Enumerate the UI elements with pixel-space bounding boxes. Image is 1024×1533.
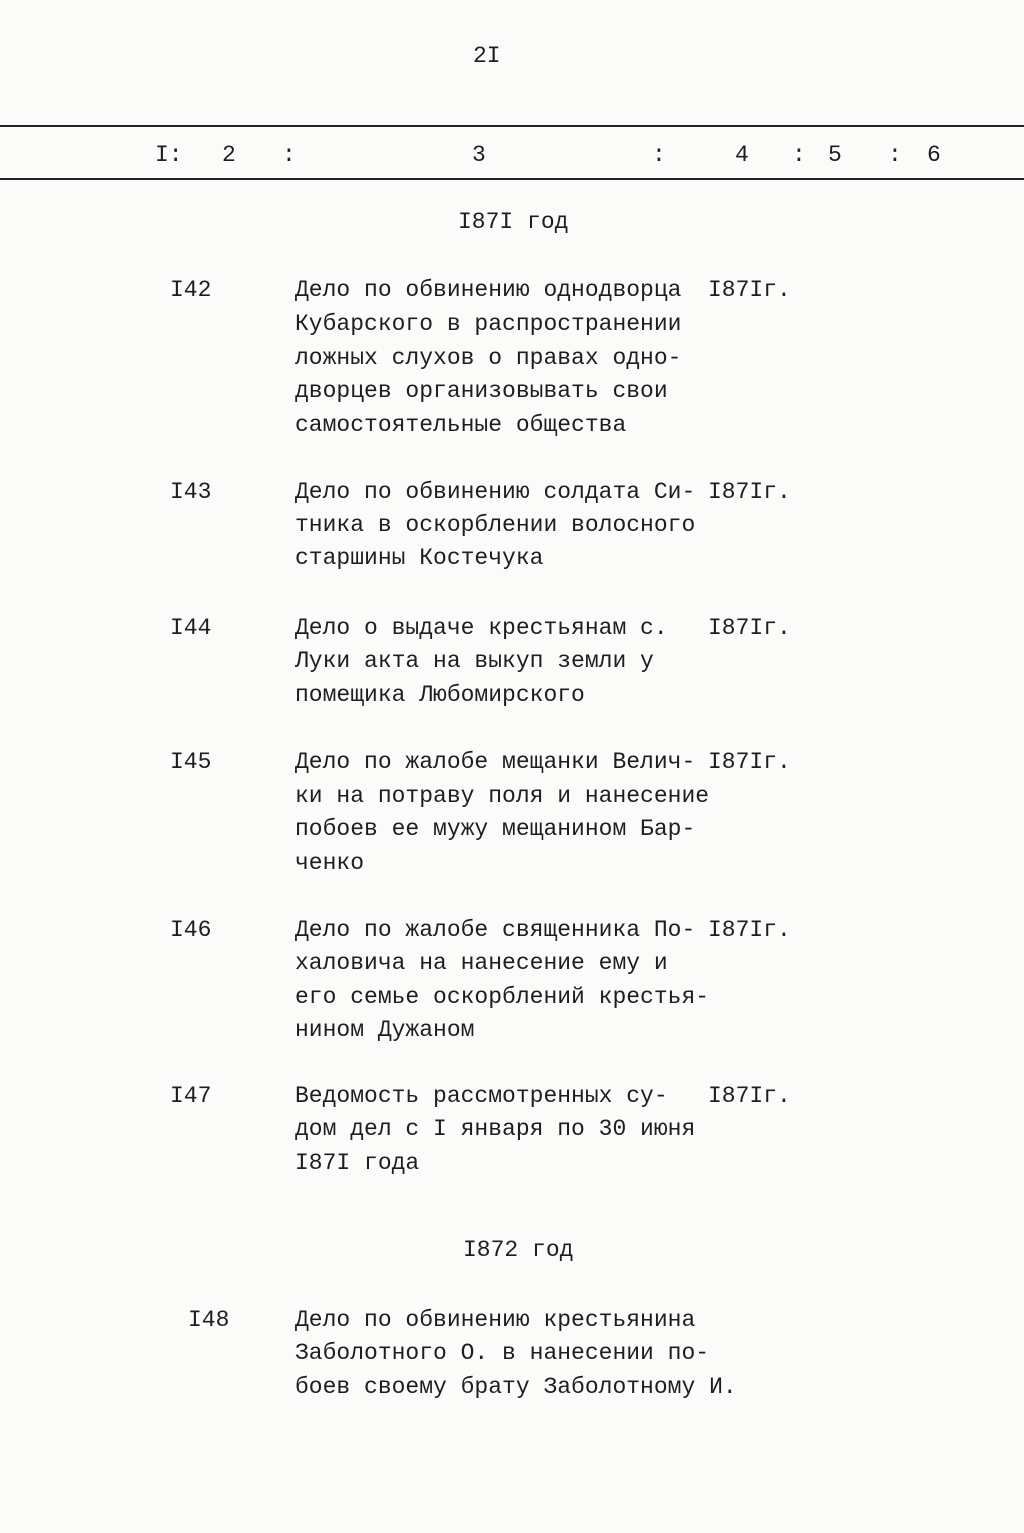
entry-title-line: Луки акта на выкуп земли у bbox=[295, 648, 654, 674]
entry-title-line: ложных слухов о правах одно- bbox=[295, 345, 682, 371]
entry-title-line: Дело по обвинению крестьянина bbox=[295, 1307, 696, 1333]
entry-number: I48 bbox=[188, 1307, 230, 1333]
entry-date: I87Iг. bbox=[708, 277, 791, 303]
column-header-cell: : bbox=[792, 142, 806, 168]
entry-title-line: старшины Костечука bbox=[295, 545, 544, 571]
entry-title-line: побоев ее мужу мещанином Бар- bbox=[295, 816, 696, 842]
column-header-cell: 4 bbox=[735, 142, 749, 168]
entry-title-line: ченко bbox=[295, 850, 365, 876]
entry-number: I44 bbox=[170, 615, 212, 641]
column-header-cell: I: bbox=[155, 142, 183, 168]
year-heading: I87I год bbox=[458, 209, 569, 235]
entry-number: I43 bbox=[170, 479, 212, 505]
entry-title-line: Дело о выдаче крестьянам с. bbox=[295, 615, 668, 641]
entry-date: I87Iг. bbox=[708, 479, 791, 505]
column-header-cell: : bbox=[888, 142, 902, 168]
entry-title-line: Кубарского в распространении bbox=[295, 311, 682, 337]
entry-number: I46 bbox=[170, 917, 212, 943]
header-top-rule bbox=[0, 125, 1024, 127]
entry-title-line: Дело по жалобе мещанки Велич- bbox=[295, 749, 696, 775]
entry-title-line: Ведомость рассмотренных су- bbox=[295, 1083, 668, 1109]
header-bottom-rule bbox=[0, 178, 1024, 180]
entry-date: I87Iг. bbox=[708, 1083, 791, 1109]
page-number: 2I bbox=[473, 43, 501, 69]
entry-number: I47 bbox=[170, 1083, 212, 1109]
entry-date: I87Iг. bbox=[708, 615, 791, 641]
column-header-cell: 2 bbox=[222, 142, 236, 168]
entry-title-line: самостоятельные общества bbox=[295, 412, 627, 438]
column-header-cell: : bbox=[652, 142, 666, 168]
entry-title-line: дом дел с I января по 30 июня bbox=[295, 1116, 696, 1142]
entry-title-line: Дело по жалобе священника По- bbox=[295, 917, 696, 943]
column-header-cell: 3 bbox=[472, 142, 486, 168]
column-header-cell: 6 bbox=[927, 142, 941, 168]
entry-title-line: его семье оскорблений крестья- bbox=[295, 984, 710, 1010]
entry-title-line: Дело по обвинению солдата Си- bbox=[295, 479, 696, 505]
entry-title-line: боев своему брату Заболотному И. bbox=[295, 1374, 737, 1400]
column-header-cell: : bbox=[282, 142, 296, 168]
entry-title-line: помещика Любомирского bbox=[295, 682, 585, 708]
entry-date: I87Iг. bbox=[708, 749, 791, 775]
entry-title-line: халовича на нанесение ему и bbox=[295, 950, 668, 976]
entry-number: I42 bbox=[170, 277, 212, 303]
entry-title-line: тника в оскорблении волосного bbox=[295, 512, 696, 538]
entry-title-line: дворцев организовывать свои bbox=[295, 378, 668, 404]
entry-title-line: Дело по обвинению однодворца bbox=[295, 277, 682, 303]
column-header-cell: 5 bbox=[828, 142, 842, 168]
entry-title-line: Заболотного О. в нанесении по- bbox=[295, 1340, 710, 1366]
entry-title-line: ки на потраву поля и нанесение bbox=[295, 783, 710, 809]
year-heading: I872 год bbox=[463, 1237, 574, 1263]
entry-date: I87Iг. bbox=[708, 917, 791, 943]
entry-title-line: нином Дужаном bbox=[295, 1017, 475, 1043]
entry-number: I45 bbox=[170, 749, 212, 775]
entry-title-line: I87I года bbox=[295, 1150, 420, 1176]
